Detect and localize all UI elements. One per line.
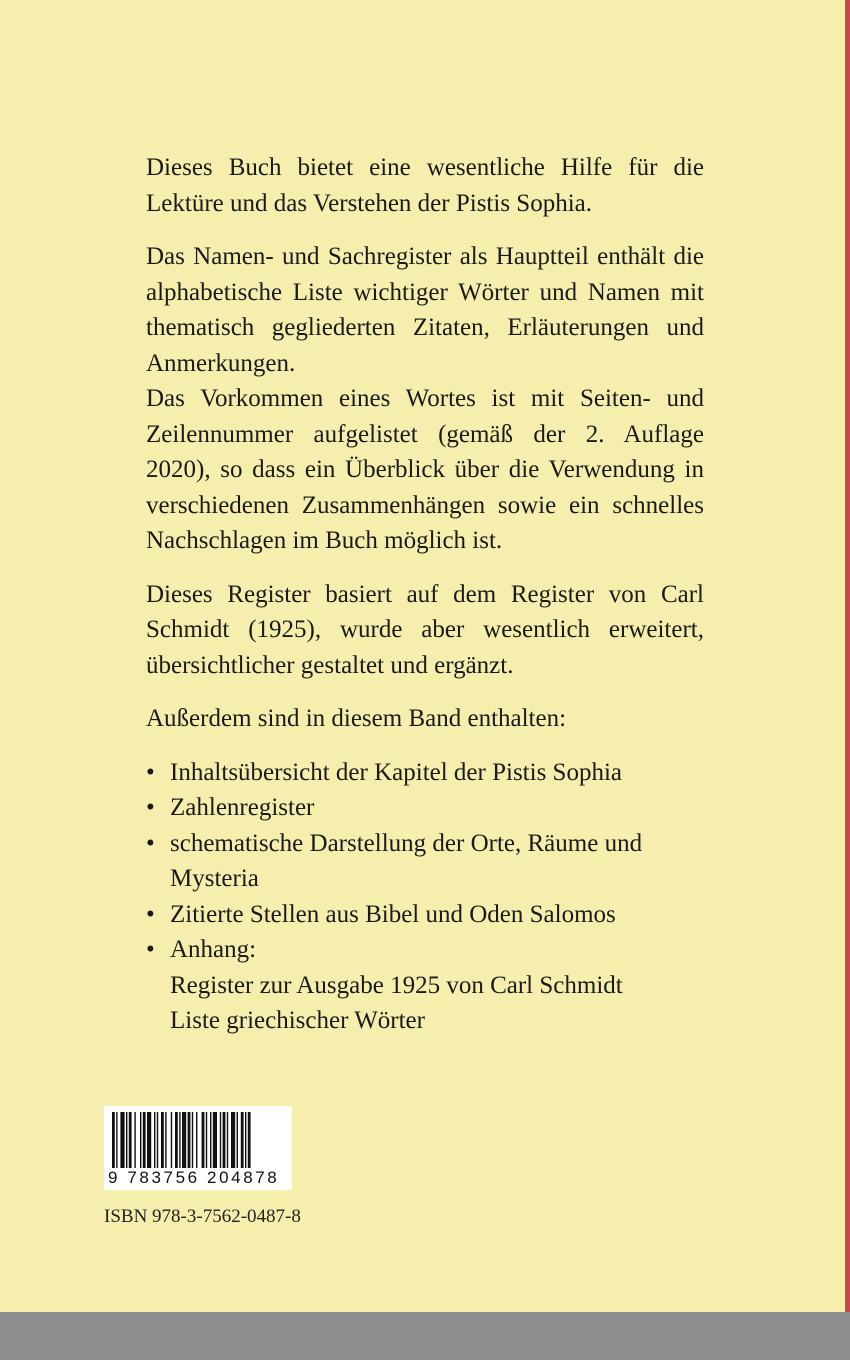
bullet-icon: • <box>146 758 155 786</box>
bullet-icon: • <box>146 794 155 821</box>
barcode-bar <box>126 1112 127 1168</box>
barcode-bar <box>143 1112 146 1168</box>
barcode-bar <box>192 1112 193 1168</box>
list-item <box>146 826 704 897</box>
cover-edge-stripe <box>845 0 850 1312</box>
barcode-bar <box>171 1112 172 1168</box>
barcode-bar <box>245 1112 246 1168</box>
barcode-bar <box>188 1112 191 1168</box>
barcode-bar <box>157 1112 158 1168</box>
barcode-bar <box>165 1112 166 1168</box>
barcode <box>104 1106 292 1190</box>
barcode-bar <box>223 1112 226 1168</box>
barcode-bar <box>202 1112 205 1168</box>
barcode-bar <box>241 1112 244 1168</box>
bullet-icon: • <box>146 829 155 857</box>
intro-paragraph: Dieses Buch bietet eine wesentliche Hilfe für die Lektüre und das Verstehen der Pistis Sophia. <box>146 154 704 217</box>
barcode-bar <box>116 1112 117 1168</box>
barcode-bars-icon <box>112 1112 284 1168</box>
barcode-bar <box>140 1112 141 1168</box>
barcode-bar <box>231 1112 235 1168</box>
list-item <box>146 790 704 826</box>
contents-intro: Außerdem sind in diesem Band enthalten: <box>146 705 567 732</box>
list-item <box>146 755 704 791</box>
barcode-bar <box>112 1112 115 1168</box>
bullet-icon: • <box>146 900 155 928</box>
barcode-bar <box>210 1112 211 1168</box>
list-item-text: Zahlenregister <box>170 794 315 821</box>
barcode-bar <box>129 1112 132 1168</box>
barcode-bar <box>179 1112 180 1168</box>
bullet-icon: • <box>146 936 155 963</box>
barcode-bar <box>175 1112 178 1168</box>
contents-list <box>146 755 704 1039</box>
barcode-bar <box>182 1112 186 1168</box>
isbn-number: ISBN 978-3-7562-0487-8 <box>104 1206 301 1227</box>
list-item-text: Anhang: <box>170 936 257 963</box>
occurrence-paragraph: Das Vorkommen eines Wortes ist mit Seiten- und Zeilennummer aufgelistet (gemäß der 2. Auflage 2020), so dass ein Überblick über die Verwendung in verschiedenen Zusammenhängen sowie ein schnelles Nachschlagen im Buch möglich ist. <box>146 385 704 554</box>
barcode-bar <box>237 1112 238 1168</box>
barcode-bar <box>161 1112 164 1168</box>
appendix-line: Liste griechischer Wörter <box>170 1007 425 1034</box>
list-item-text: Inhaltsübersicht der Kapitel der Pistis Sophia <box>170 758 623 786</box>
barcode-bar <box>248 1112 251 1168</box>
bottom-band <box>0 1312 850 1360</box>
back-cover-text <box>146 150 704 1039</box>
barcode-bar <box>196 1112 197 1168</box>
list-item <box>146 897 704 933</box>
list-item-text: Zitierte Stellen aus Bibel und Oden Salomos <box>170 900 616 928</box>
appendix-line: Register zur Ausgabe 1925 von Carl Schmidt <box>170 971 623 999</box>
barcode-bar <box>134 1112 135 1168</box>
barcode-bar <box>227 1112 228 1168</box>
barcode-bar <box>220 1112 221 1168</box>
basis-paragraph: Dieses Register basiert auf dem Register von Carl Schmidt (1925), wurde aber wesentlich erweitert, übersichtlicher gestaltet und ergänzt. <box>146 580 704 679</box>
register-description-paragraph: Das Namen- und Sachregister als Hauptteil enthält die alphabetische Liste wichtiger Wörter und Namen mit thematisch gegliederten Zitaten, Erläuterungen und Anmerkungen. <box>146 243 704 377</box>
list-item-text: schematische Darstellung der Orte, Räume und Mysteria <box>170 829 643 892</box>
barcode-bar <box>147 1112 151 1168</box>
barcode-bar <box>120 1112 124 1168</box>
barcode-bar <box>213 1112 217 1168</box>
barcode-bar <box>206 1112 207 1168</box>
barcode-digits: 9 783756 204878 <box>108 1168 280 1187</box>
barcode-bar <box>154 1112 155 1168</box>
list-item <box>146 932 704 1039</box>
